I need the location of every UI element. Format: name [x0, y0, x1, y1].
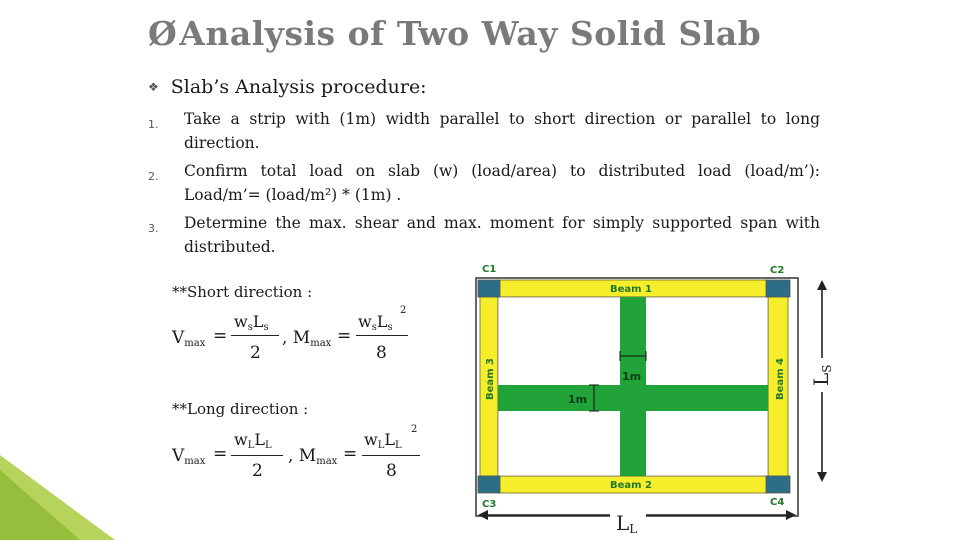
label-beam-2: Beam 2	[610, 480, 653, 491]
horizontal-strip	[498, 385, 768, 411]
short-v: $V_{max}$	[172, 328, 206, 349]
title-arrow-bullet: Ø	[148, 14, 178, 53]
title-text: Analysis of Two Way Solid Slab	[179, 14, 762, 53]
long-den1: 2	[252, 461, 263, 481]
short-num1: $w_sL_s$	[234, 312, 269, 333]
long-exponent: 2	[411, 424, 418, 435]
step-text: Confirm total load on slab (w) (load/area) to distributed load (load/m’): Load/m’= (load/m²) * (1m) .	[184, 162, 820, 204]
label-beam-4: Beam 4	[775, 357, 786, 400]
short-exponent: 2	[400, 305, 407, 316]
short-fraction-bar-2	[356, 335, 408, 336]
short-direction-label: **Short direction :	[172, 283, 313, 301]
label-c1: C1	[482, 264, 497, 275]
short-eq2: =	[337, 326, 352, 346]
long-den2: 8	[386, 461, 397, 481]
column-c1	[478, 280, 500, 297]
step-text: Determine the max. shear and max. moment for simply supported span with distributed.	[184, 214, 820, 256]
subheading	[148, 76, 427, 98]
long-num1: $w_LL_L$	[234, 430, 272, 451]
short-fraction-bar-1	[231, 335, 279, 336]
step-item	[148, 211, 820, 259]
long-fraction-bar-1	[231, 455, 283, 456]
slab-diagram	[470, 256, 832, 540]
long-num2: $w_LL_L$	[364, 430, 402, 451]
long-direction-label: **Long direction :	[172, 400, 309, 418]
long-v: $V_{max}$	[172, 446, 206, 467]
short-num2: $w_sL_s$	[358, 312, 393, 333]
long-m: , $M_{max}$	[288, 446, 338, 467]
subheading-bullet-icon: ❖	[148, 80, 159, 94]
column-c4	[766, 476, 790, 493]
label-c4: C4	[770, 497, 785, 508]
step-number: 1.	[148, 118, 159, 131]
label-ll: LL	[616, 511, 638, 536]
label-c3: C3	[482, 499, 497, 510]
long-eq2: =	[343, 444, 358, 464]
label-beam-1: Beam 1	[610, 284, 653, 295]
label-strip-horizontal: 1m	[568, 393, 588, 406]
short-den1: 2	[250, 343, 261, 363]
label-ls: LS	[809, 364, 834, 386]
step-text: Take a strip with (1m) width parallel to short direction or parallel to long direction.	[184, 110, 820, 152]
long-fraction-bar-2	[362, 455, 420, 456]
step-number: 3.	[148, 222, 159, 235]
subheading-text: Slab’s Analysis procedure:	[170, 76, 427, 98]
step-number: 2.	[148, 170, 159, 183]
short-eq: =	[213, 326, 228, 346]
column-c3	[478, 476, 500, 493]
short-den2: 8	[376, 343, 387, 363]
label-beam-3: Beam 3	[485, 357, 496, 400]
step-item	[148, 107, 820, 155]
long-eq: =	[213, 444, 228, 464]
slide-title	[148, 14, 761, 53]
label-strip-vertical: 1m	[622, 370, 642, 383]
step-item	[148, 159, 820, 207]
column-c2	[766, 280, 790, 297]
label-c2: C2	[770, 265, 785, 276]
short-m: , $M_{max}$	[282, 328, 332, 349]
